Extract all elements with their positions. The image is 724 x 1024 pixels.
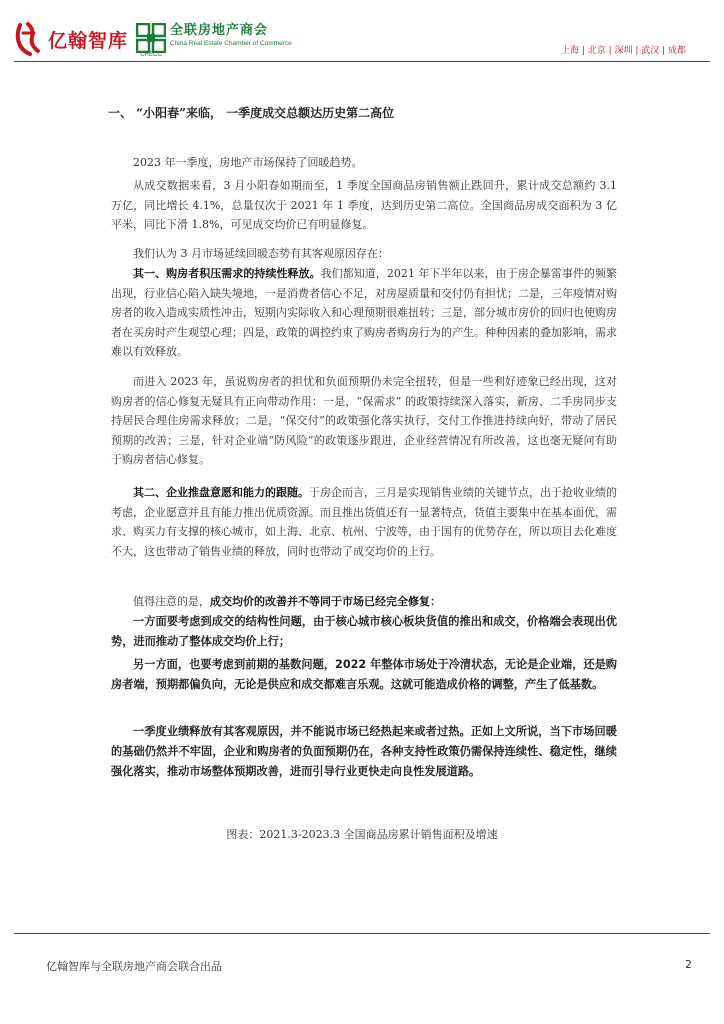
yihan-brand-name: 亿翰智库 — [48, 29, 129, 52]
paragraph-6-body: 于房企而言，三月是实现销售业绩的关键节点，出于抢收业绩的考虑，企业愿意并且有能力推出优质资源。而且推出货值还有一显著特点，货值主要集中在基本面优，需求、购买力有支撑的核心城市，如上海、北京、杭州、宁波等，由于国有的优势存在，所以项目去化难度不大，这也带动了销售业绩的释放，同时也带动了成交均价的上行。 — [111, 486, 617, 558]
paragraph-6 — [111, 483, 617, 561]
crecc-name-cn: 全联房地产商会 — [170, 23, 269, 38]
crecc-abbreviation: CRECC — [140, 52, 162, 58]
paragraph-1: 2023 年一季度，房地产市场保持了回暖趋势。 — [133, 156, 363, 169]
crecc-name-en: China Real Estate Chamber of Commerce — [170, 40, 292, 47]
paragraph-7-lead: 值得注意的是， — [133, 595, 210, 608]
paragraph-5: 而进入 2023 年，虽说购房者的担忧和负面预期仍未完全扭转，但是一些利好迹象已经出现，这对购房者的信心修复无疑具有正向带动作用：一是，“保需求” 的政策持续深入落实，新房、二手房同步支持居民合理住房需求释放；二是，“保交付”的政策强化落实执行，交付工作推进持续向好，带动了居民预期的改善；三是，针对企业端“防风险”的政策逐步跟进，企业经营情况有所改善，这也毫无疑问有助于购房者信心修复。 — [111, 375, 617, 467]
paragraph-10: 一季度业绩释放有其客观原因，并不能说市场已经热起来或者过热。正如上文所说，当下市场回暖的基础仍然并不牢固，企业和购房者的负面预期仍在，各种支持性政策仍需保持连续性、稳定性，继续强化落实，推动市场整体预期改善，进而引导行业更快走向良性发展道路。 — [111, 725, 617, 778]
page-number: 2 — [685, 958, 692, 971]
header-divider — [14, 61, 710, 62]
paragraph-4-lead: 其一、购房者积压需求的持续性释放。 — [133, 267, 321, 280]
header-cities: 上海 | 北京 | 深圳 | 武汉 | 成都 — [560, 46, 686, 56]
page-header — [0, 0, 724, 70]
yihan-logo — [14, 20, 132, 58]
section-title: 一、 “小阳春”来临， 一季度成交总额达历史第二高位 — [108, 106, 395, 120]
paragraph-3: 我们认为 3 月市场延续回暖态势有其客观原因存在： — [133, 247, 389, 260]
footer-publisher: 亿翰智库与全联房地产商会联合出品 — [46, 960, 222, 973]
paragraph-2: 从成交数据来看，3 月小阳春如期而至，1 季度全国商品房销售额止跌回升，累计成交总额约 3.1 万亿，同比增长 4.1%，总量仅次于 2021 年 1 季度，达到历史第二高位。全国商品房成交面积为 3 亿平米，同比下滑 1.8%，可见成交均价已有明显修复。 — [111, 179, 617, 232]
yihan-logo-icon — [14, 21, 44, 57]
paragraph-8: 一方面要考虑到成交的结构性问题，由于核心城市核心板块货值的推出和成交，价格端会表现出优势，进而推动了整体成交均价上行； — [111, 615, 617, 648]
paragraph-7-emphasis: 成交均价的改善并不等同于市场已经完全修复： — [210, 595, 441, 608]
crecc-logo — [136, 23, 292, 53]
figure-caption: 图表：2021.3-2023.3 全国商品房累计销售面积及增速 — [226, 828, 498, 841]
paragraph-7 — [111, 592, 617, 612]
paragraph-4 — [111, 264, 617, 362]
crecc-logo-icon — [136, 23, 166, 53]
footer-divider — [14, 933, 710, 934]
paragraph-4-body: 我们都知道，2021 年下半年以来，由于房企暴雷事件的频繁出现，行业信心陷入缺失境地，一是消费者信心不足，对房屋质量和交付仍有担忧；二是，三年疫情对购房者的收入造成实质性冲击，短期内实际收入和心理预期很难扭转；三是，部分城市房价的回归也使购房者在买房时产生观望心理；四是，政策的调控约束了购房者购房行为的产生。种种因素的叠加影响，需求难以有效释放。 — [111, 267, 617, 359]
paragraph-9: 另一方面，也要考虑到前期的基数问题，2022 年整体市场处于冷清状态，无论是企业端，还是购房者端，预期都偏负向，无论是供应和成交都难言乐观。这就可能造成价格的调整，产生了低基数。 — [111, 658, 617, 691]
paragraph-6-lead: 其二、企业推盘意愿和能力的跟随。 — [133, 486, 309, 499]
